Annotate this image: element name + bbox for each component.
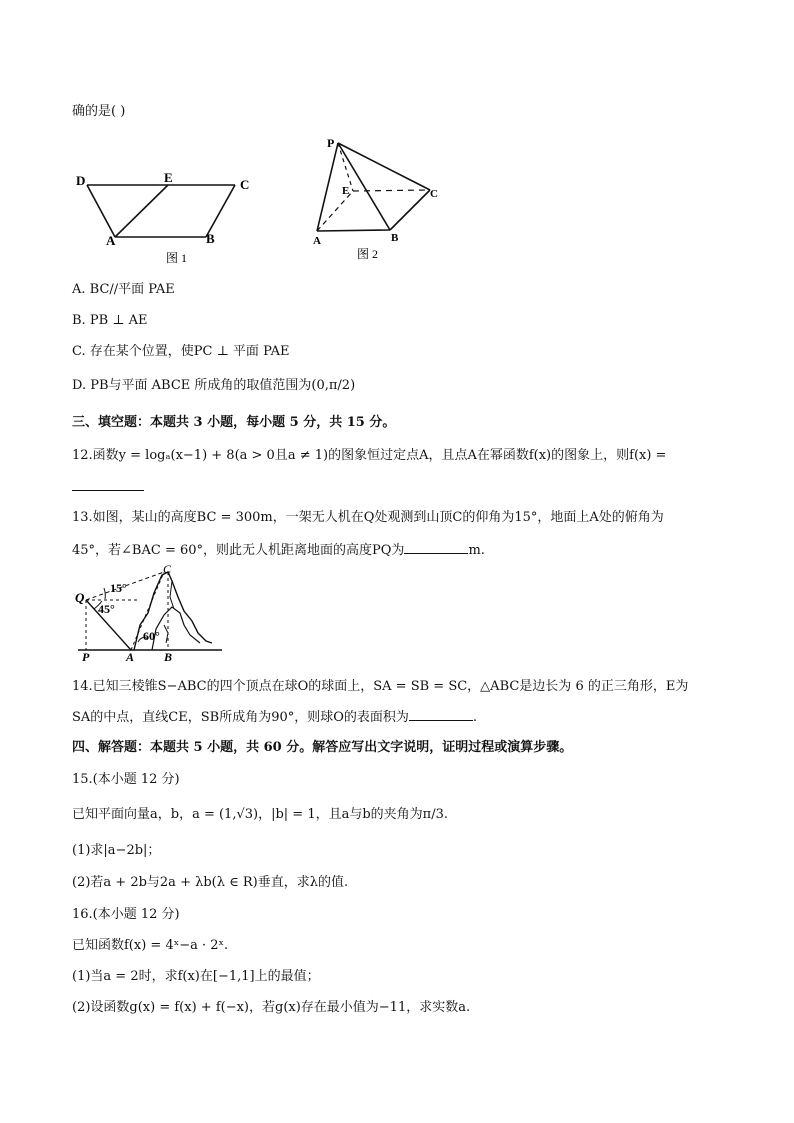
fig1-label-b: B <box>206 231 215 246</box>
fig2-label-e: E <box>342 185 350 197</box>
question-13-line-2 <box>72 541 485 560</box>
fig3-angle-15: 15° <box>110 581 127 595</box>
question-12: 12.函数y = logₐ(x−1) + 8(a > 0且a ≠ 1)的图象恒过定点A，且点A在幂函数f(x)的图象上，则f(x) = <box>72 448 667 463</box>
figure-3-diagram <box>72 563 224 661</box>
figure-2 <box>305 133 455 263</box>
fig3-label-p: P <box>82 650 90 661</box>
question-15-heading: 15.(本小题 12 分) <box>72 772 180 787</box>
option-c: C. 存在某个位置，使PC ⊥ 平面 PAE <box>72 344 290 359</box>
question-15-part-2: (2)若a + 2b与2a + λb(λ ∈ R)垂直，求λ的值. <box>72 875 349 890</box>
question-13-blank <box>404 541 468 554</box>
option-b: B. PB ⊥ AE <box>72 313 148 328</box>
question-14-line-2: SA的中点，直线CE，SB所成角为90°，则球O的表面积为 . <box>72 710 478 725</box>
question-12-answer-line <box>72 478 144 497</box>
figure-1-diagram <box>70 170 260 270</box>
question-16-heading: 16.(本小题 12 分) <box>72 907 180 922</box>
fig2-label-b: B <box>391 232 399 244</box>
question-14-text: SA的中点，直线CE，SB所成角为90°，则球O的表面积为 <box>72 710 409 725</box>
fig2-label-a: A <box>313 235 321 247</box>
question-15-part-1: (1)求|a−2b|； <box>72 843 161 858</box>
fig2-caption: 图 2 <box>357 247 379 261</box>
question-14-line-1: 14.已知三棱锥S−ABC的四个顶点在球O的球面上，SA = SB = SC，△ABC是边长为 6 的正三角形，E为 <box>72 679 689 694</box>
question-14-blank <box>409 708 473 721</box>
fig1-label-d: D <box>76 173 86 188</box>
question-16-part-1: (1)当a = 2时，求f(x)在[−1,1]上的最值； <box>72 969 320 984</box>
question-13-unit: m. <box>468 543 485 558</box>
section-3-heading: 三、填空题：本题共 3 小题，每小题 5 分，共 15 分。 <box>72 415 396 430</box>
question-16-text: 已知函数f(x) = 4ˣ−a · 2ˣ. <box>72 938 229 953</box>
option-a: A. BC//平面 PAE <box>72 282 175 297</box>
question-16-part-2: (2)设函数g(x) = f(x) + f(−x)，若g(x)存在最小值为−11，求实数a. <box>72 1000 471 1015</box>
question-13-text: 45°，若∠BAC = 60°，则此无人机距离地面的高度PQ为 <box>72 543 405 558</box>
fig3-angle-45: 45° <box>98 602 115 616</box>
figure-2-diagram <box>305 133 455 263</box>
fig3-label-q: Q <box>75 590 85 605</box>
fig1-label-c: C <box>240 177 250 192</box>
figure-1 <box>70 170 260 270</box>
question-15-text: 已知平面向量a，b，a = (1,√3)，|b| = 1，且a与b的夹角为π/3. <box>72 807 448 822</box>
figure-3 <box>72 563 224 661</box>
section-4-heading: 四、解答题：本题共 5 小题，共 60 分。解答应写出文字说明，证明过程或演算步骤。 <box>72 740 573 755</box>
fig3-label-c: C <box>163 563 172 576</box>
fig3-label-b: B <box>164 650 173 661</box>
option-d: D. PB与平面 ABCE 所成角的取值范围为(0,π/2) <box>72 378 356 393</box>
fig2-label-c: C <box>430 188 438 200</box>
fig1-caption: 图 1 <box>166 251 188 265</box>
question-13-line-1: 13.如图，某山的高度BC = 300m，一架无人机在Q处观测到山顶C的仰角为15°，地面上A处的俯角为 <box>72 510 664 525</box>
fig1-label-a: A <box>106 233 116 248</box>
fig3-label-a: A <box>126 650 135 661</box>
question-11-tail: 确的是( ) <box>72 104 126 119</box>
fig1-label-e: E <box>164 170 173 185</box>
fig3-angle-60: 60° <box>143 629 160 643</box>
fig2-label-p: P <box>327 136 335 150</box>
